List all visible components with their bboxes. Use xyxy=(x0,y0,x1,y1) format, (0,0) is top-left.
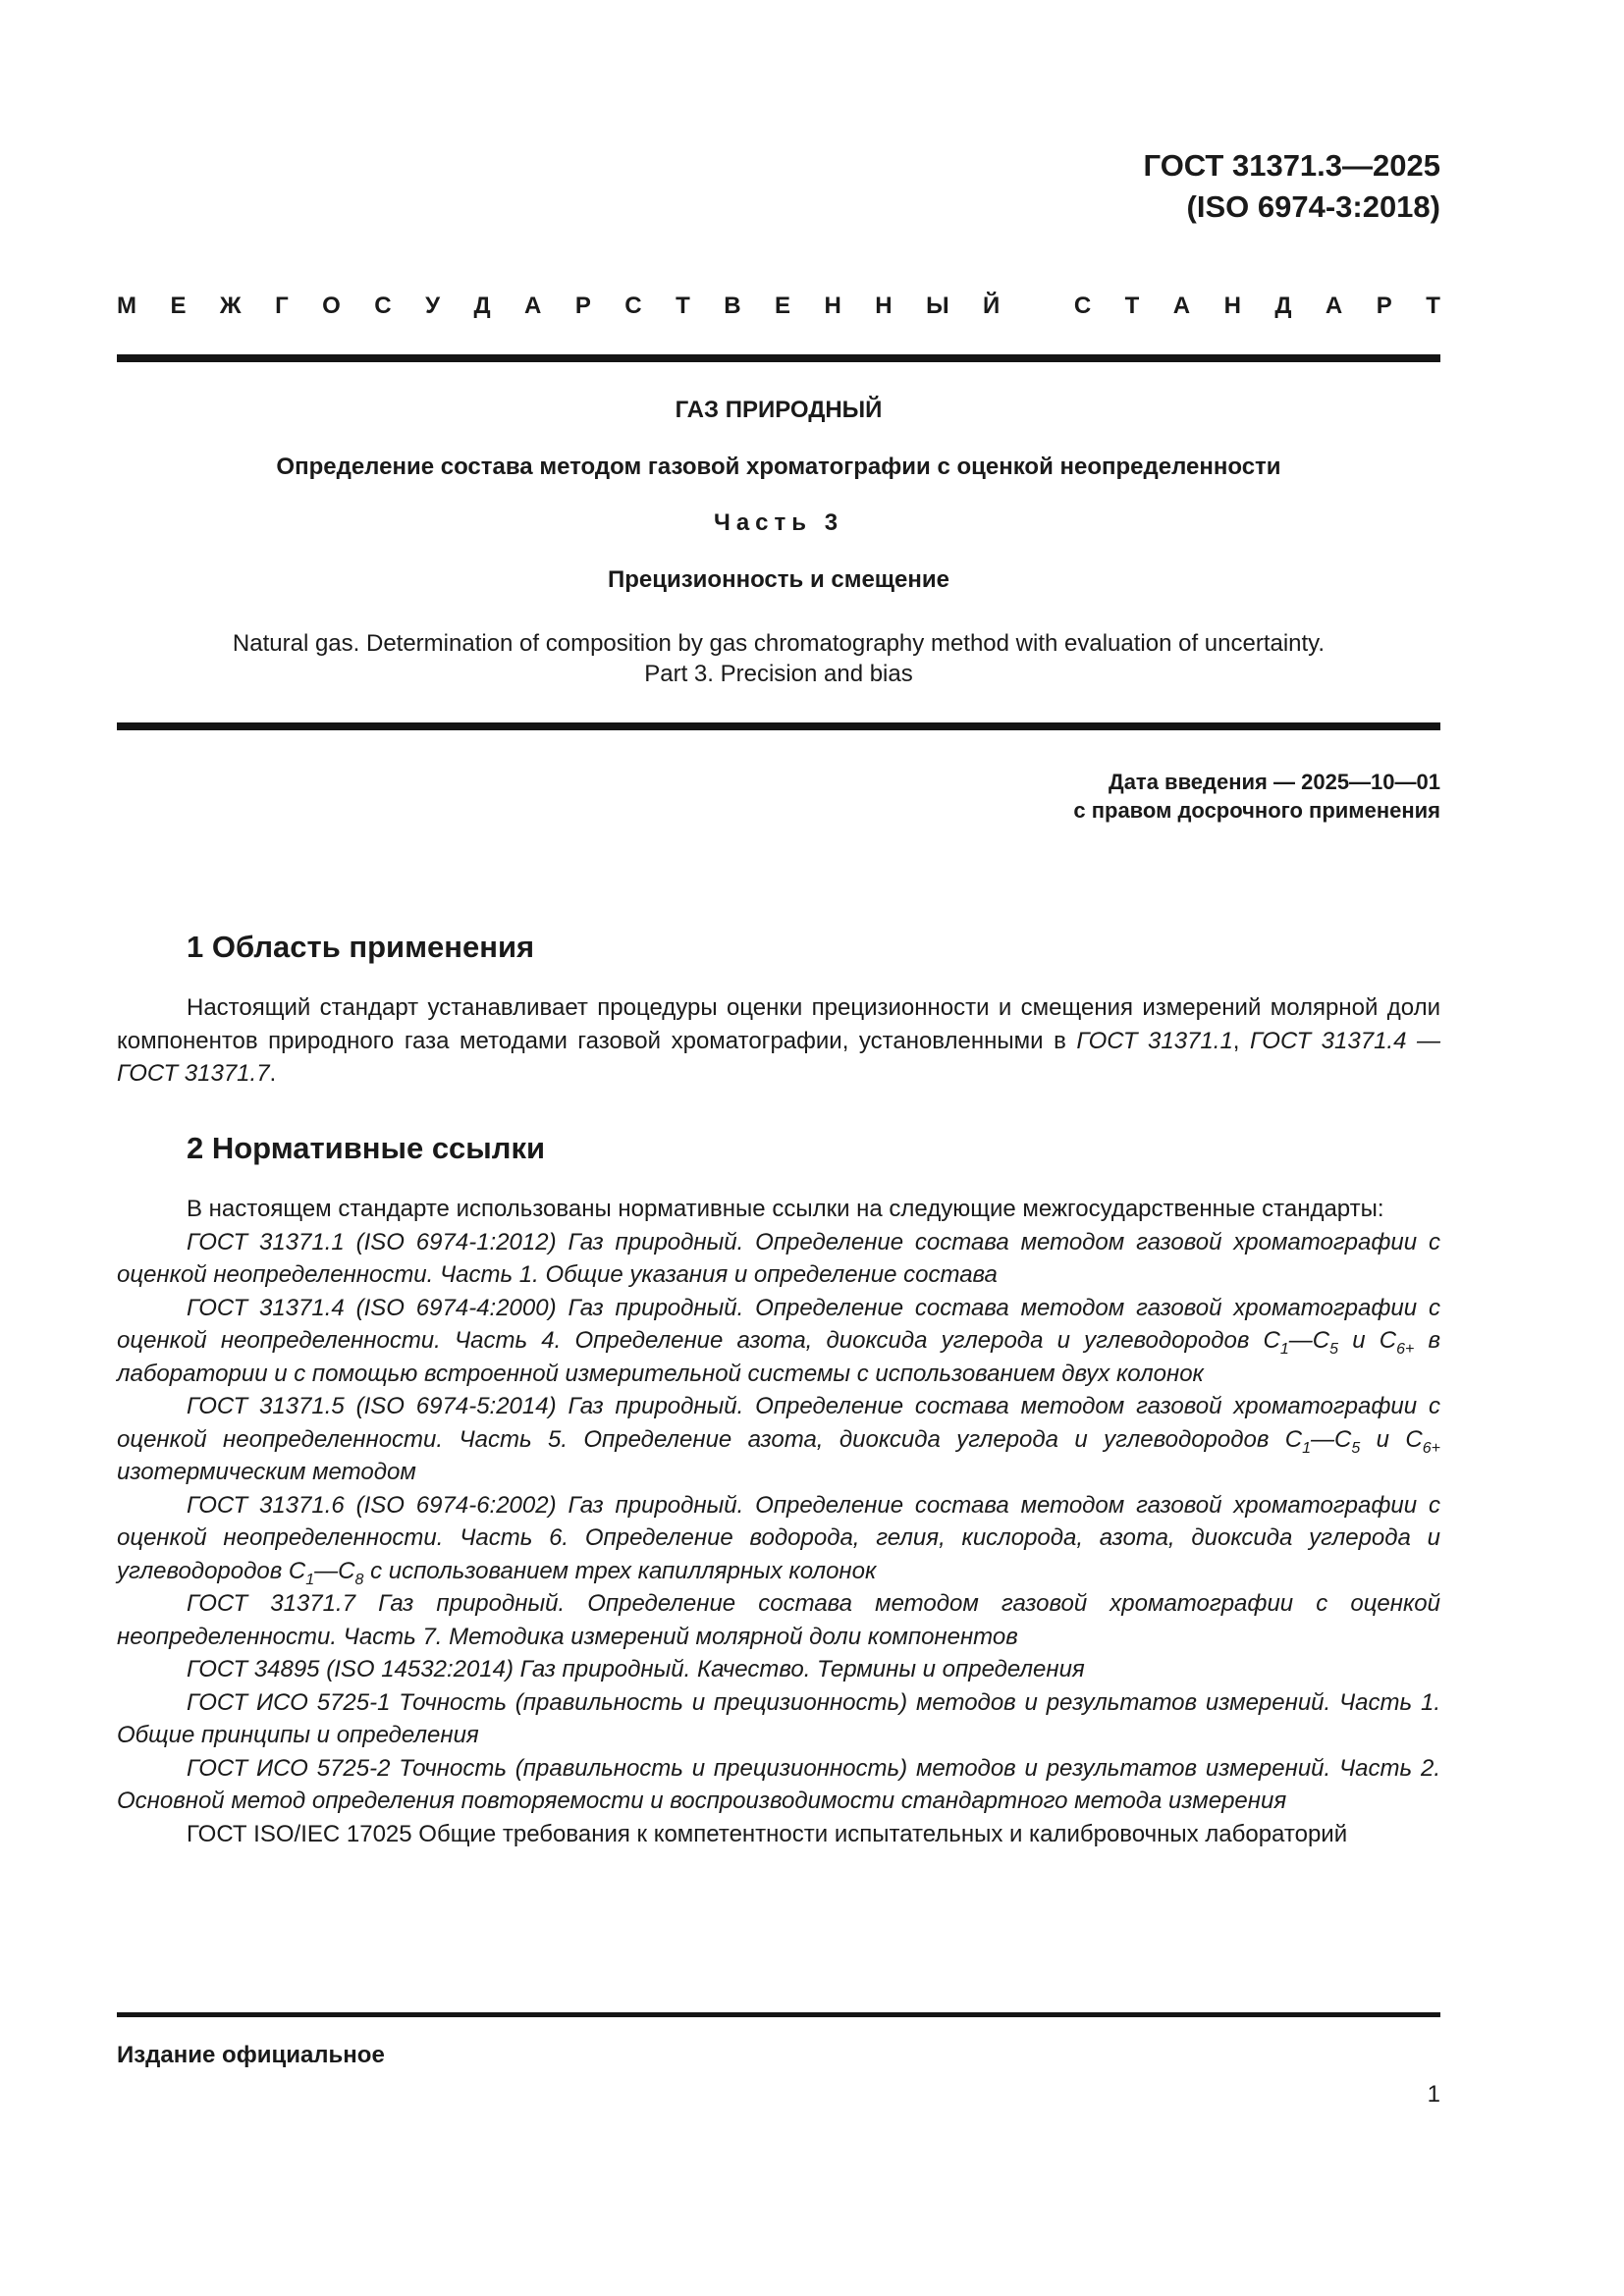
banner-letter: С xyxy=(1073,293,1092,319)
banner-letter: Д xyxy=(473,293,491,319)
banner-letter: В xyxy=(724,293,741,319)
banner-letter: А xyxy=(524,293,542,319)
ref-text: ГОСТ 31371.6 (ISO 6974-6:2002) Газ природный. Определение состава методом газовой хроматографии с оценкой неопределенности. Часть 6. Определение водорода, гелия, кислорода, азота, диоксида углерода и углеводородов С xyxy=(117,1491,1440,1584)
english-title-line-1: Natural gas. Determination of composition by gas chromatography method with evaluation of uncertainty. xyxy=(232,630,1326,657)
banner-letter: О xyxy=(322,293,341,319)
reference-item xyxy=(117,1390,1440,1489)
standard-subtitle: Определение состава методом газовой хроматографии с оценкой неопределенности xyxy=(276,454,1281,480)
section-heading-normative-references: 2 Нормативные ссылки xyxy=(187,1131,546,1165)
banner-letter: М xyxy=(117,293,136,319)
period: . xyxy=(269,1060,277,1087)
ref-text: с использованием трех капиллярных колонок xyxy=(363,1557,877,1584)
subscript: 6+ xyxy=(1422,1439,1441,1457)
reference-item: ГОСТ 31371.7 Газ природный. Определение состава методом газовой хроматографии с оценкой неопределенности. Часть 7. Методика измерений молярной доли компонентов xyxy=(117,1590,1440,1650)
official-edition-label: Издание официальное xyxy=(117,2042,385,2068)
subscript: 1 xyxy=(305,1571,315,1588)
banner-letter: Е xyxy=(170,293,187,319)
scope-paragraph xyxy=(117,991,1440,1091)
banner-letter: Н xyxy=(875,293,893,319)
subscript: 5 xyxy=(1351,1439,1361,1457)
banner-letter: Е xyxy=(775,293,791,319)
ref-text: и С xyxy=(1360,1425,1423,1453)
gost-number: ГОСТ 31371.3—2025 xyxy=(1143,148,1440,183)
iso-number: (ISO 6974-3:2018) xyxy=(1186,189,1440,224)
english-title xyxy=(117,628,1440,689)
ref-text: в лаборатории и с помощью встроенной измерительной системы с использованием двух колонок xyxy=(117,1327,1441,1387)
ref-text: и С xyxy=(1338,1327,1397,1354)
ref-text: ГОСТ 31371.4 (ISO 6974-4:2000) Газ природный. Определение состава методом газовой хроматографии с оценкой неопределенности. Часть 4. Определение азота, диоксида углерода и углеводородов С xyxy=(117,1294,1440,1354)
banner-letter: Н xyxy=(1223,293,1241,319)
reference-item: ГОСТ 31371.1 (ISO 6974-1:2012) Газ природный. Определение состава методом газовой хроматографии с оценкой неопределенности. Часть 1. Общие указания и определение состава xyxy=(117,1228,1440,1288)
reference-item: ГОСТ 34895 (ISO 14532:2014) Газ природный. Качество. Термины и определения xyxy=(187,1656,1085,1682)
divider-title xyxy=(117,722,1440,730)
section-heading-scope: 1 Область применения xyxy=(187,930,535,964)
scope-section xyxy=(117,991,1440,1091)
banner-gap xyxy=(1034,293,1041,320)
ref-text: —С xyxy=(1288,1327,1330,1354)
introduction-date xyxy=(1073,768,1440,825)
interstate-standard-banner xyxy=(117,293,1440,320)
banner-letter: Ж xyxy=(219,293,242,319)
english-title-line-2: Part 3. Precision and bias xyxy=(644,661,913,687)
divider-top xyxy=(117,354,1440,362)
subscript: 5 xyxy=(1329,1341,1339,1358)
ref-text: изотермическим методом xyxy=(117,1459,416,1485)
separator: , xyxy=(1232,1027,1251,1054)
part-number: Часть 3 xyxy=(713,509,844,536)
introduction-date-line: Дата введения — 2025—10—01 xyxy=(1109,770,1440,794)
early-application-note: с правом досрочного применения xyxy=(1073,798,1440,823)
banner-letter: Р xyxy=(574,293,591,319)
banner-letter: А xyxy=(1172,293,1191,319)
banner-letter: Т xyxy=(676,293,690,319)
reference-item xyxy=(117,1292,1440,1391)
ref-text: ГОСТ 31371.5 (ISO 6974-5:2014) Газ природный. Определение состава методом газовой хроматографии с оценкой неопределенности. Часть 5. Определение азота, диоксида углерода и углеводородов С xyxy=(117,1393,1440,1453)
banner-letter: У xyxy=(425,293,440,319)
page-number: 1 xyxy=(1427,2081,1440,2108)
document-number-block xyxy=(1144,145,1440,228)
references-intro: В настоящем стандарте использованы нормативные ссылки на следующие межгосударственные стандарты: xyxy=(187,1196,1384,1222)
normative-references-section xyxy=(117,1193,1440,1850)
banner-letter: Ы xyxy=(926,293,949,319)
subscript: 8 xyxy=(354,1571,364,1588)
scope-text: Настоящий стандарт устанавливает процедуры оценки прецизионности и смещения измерений молярной доли компонентов природного газа методами газовой хроматографии, установленными в xyxy=(117,994,1440,1054)
reference-item xyxy=(117,1489,1440,1588)
banner-letter: С xyxy=(374,293,392,319)
reference-item: ГОСТ ИСО 5725-1 Точность (правильность и прецизионность) методов и результатов измерений. Часть 1. Общие принципы и определения xyxy=(117,1688,1440,1748)
banner-letter: Н xyxy=(824,293,841,319)
ref-link[interactable]: ГОСТ 31371.1 xyxy=(1076,1027,1233,1054)
ref-link[interactable]: ГОСТ 31371.4 — ГОСТ 31371.7 xyxy=(117,1027,1440,1087)
banner-letter: Т xyxy=(1426,293,1440,319)
subscript: 1 xyxy=(1302,1439,1312,1457)
part-name: Прецизионность и смещение xyxy=(607,566,950,593)
subscript: 1 xyxy=(1279,1341,1289,1358)
reference-item: ГОСТ ИСО 5725-2 Точность (правильность и прецизионность) методов и результатов измерений. Часть 2. Основной метод определения повторяемости и воспроизводимости стандартного метода измерения xyxy=(117,1754,1440,1814)
ref-text: —С xyxy=(314,1557,355,1584)
reference-item: ГОСТ ISO/IEC 17025 Общие требования к компетентности испытательных и калибровочных лабораторий xyxy=(187,1820,1348,1847)
banner-letter: С xyxy=(624,293,642,319)
banner-letter: Д xyxy=(1274,293,1292,319)
banner-letter: Т xyxy=(1124,293,1140,319)
banner-letter: Г xyxy=(275,293,289,319)
standard-title: ГАЗ ПРИРОДНЫЙ xyxy=(675,397,883,423)
banner-letter: Й xyxy=(983,293,1001,319)
banner-letter: А xyxy=(1325,293,1343,319)
ref-text: —С xyxy=(1311,1425,1352,1453)
divider-footer xyxy=(117,2012,1440,2017)
subscript: 6+ xyxy=(1396,1341,1415,1358)
banner-letter: Р xyxy=(1376,293,1392,319)
